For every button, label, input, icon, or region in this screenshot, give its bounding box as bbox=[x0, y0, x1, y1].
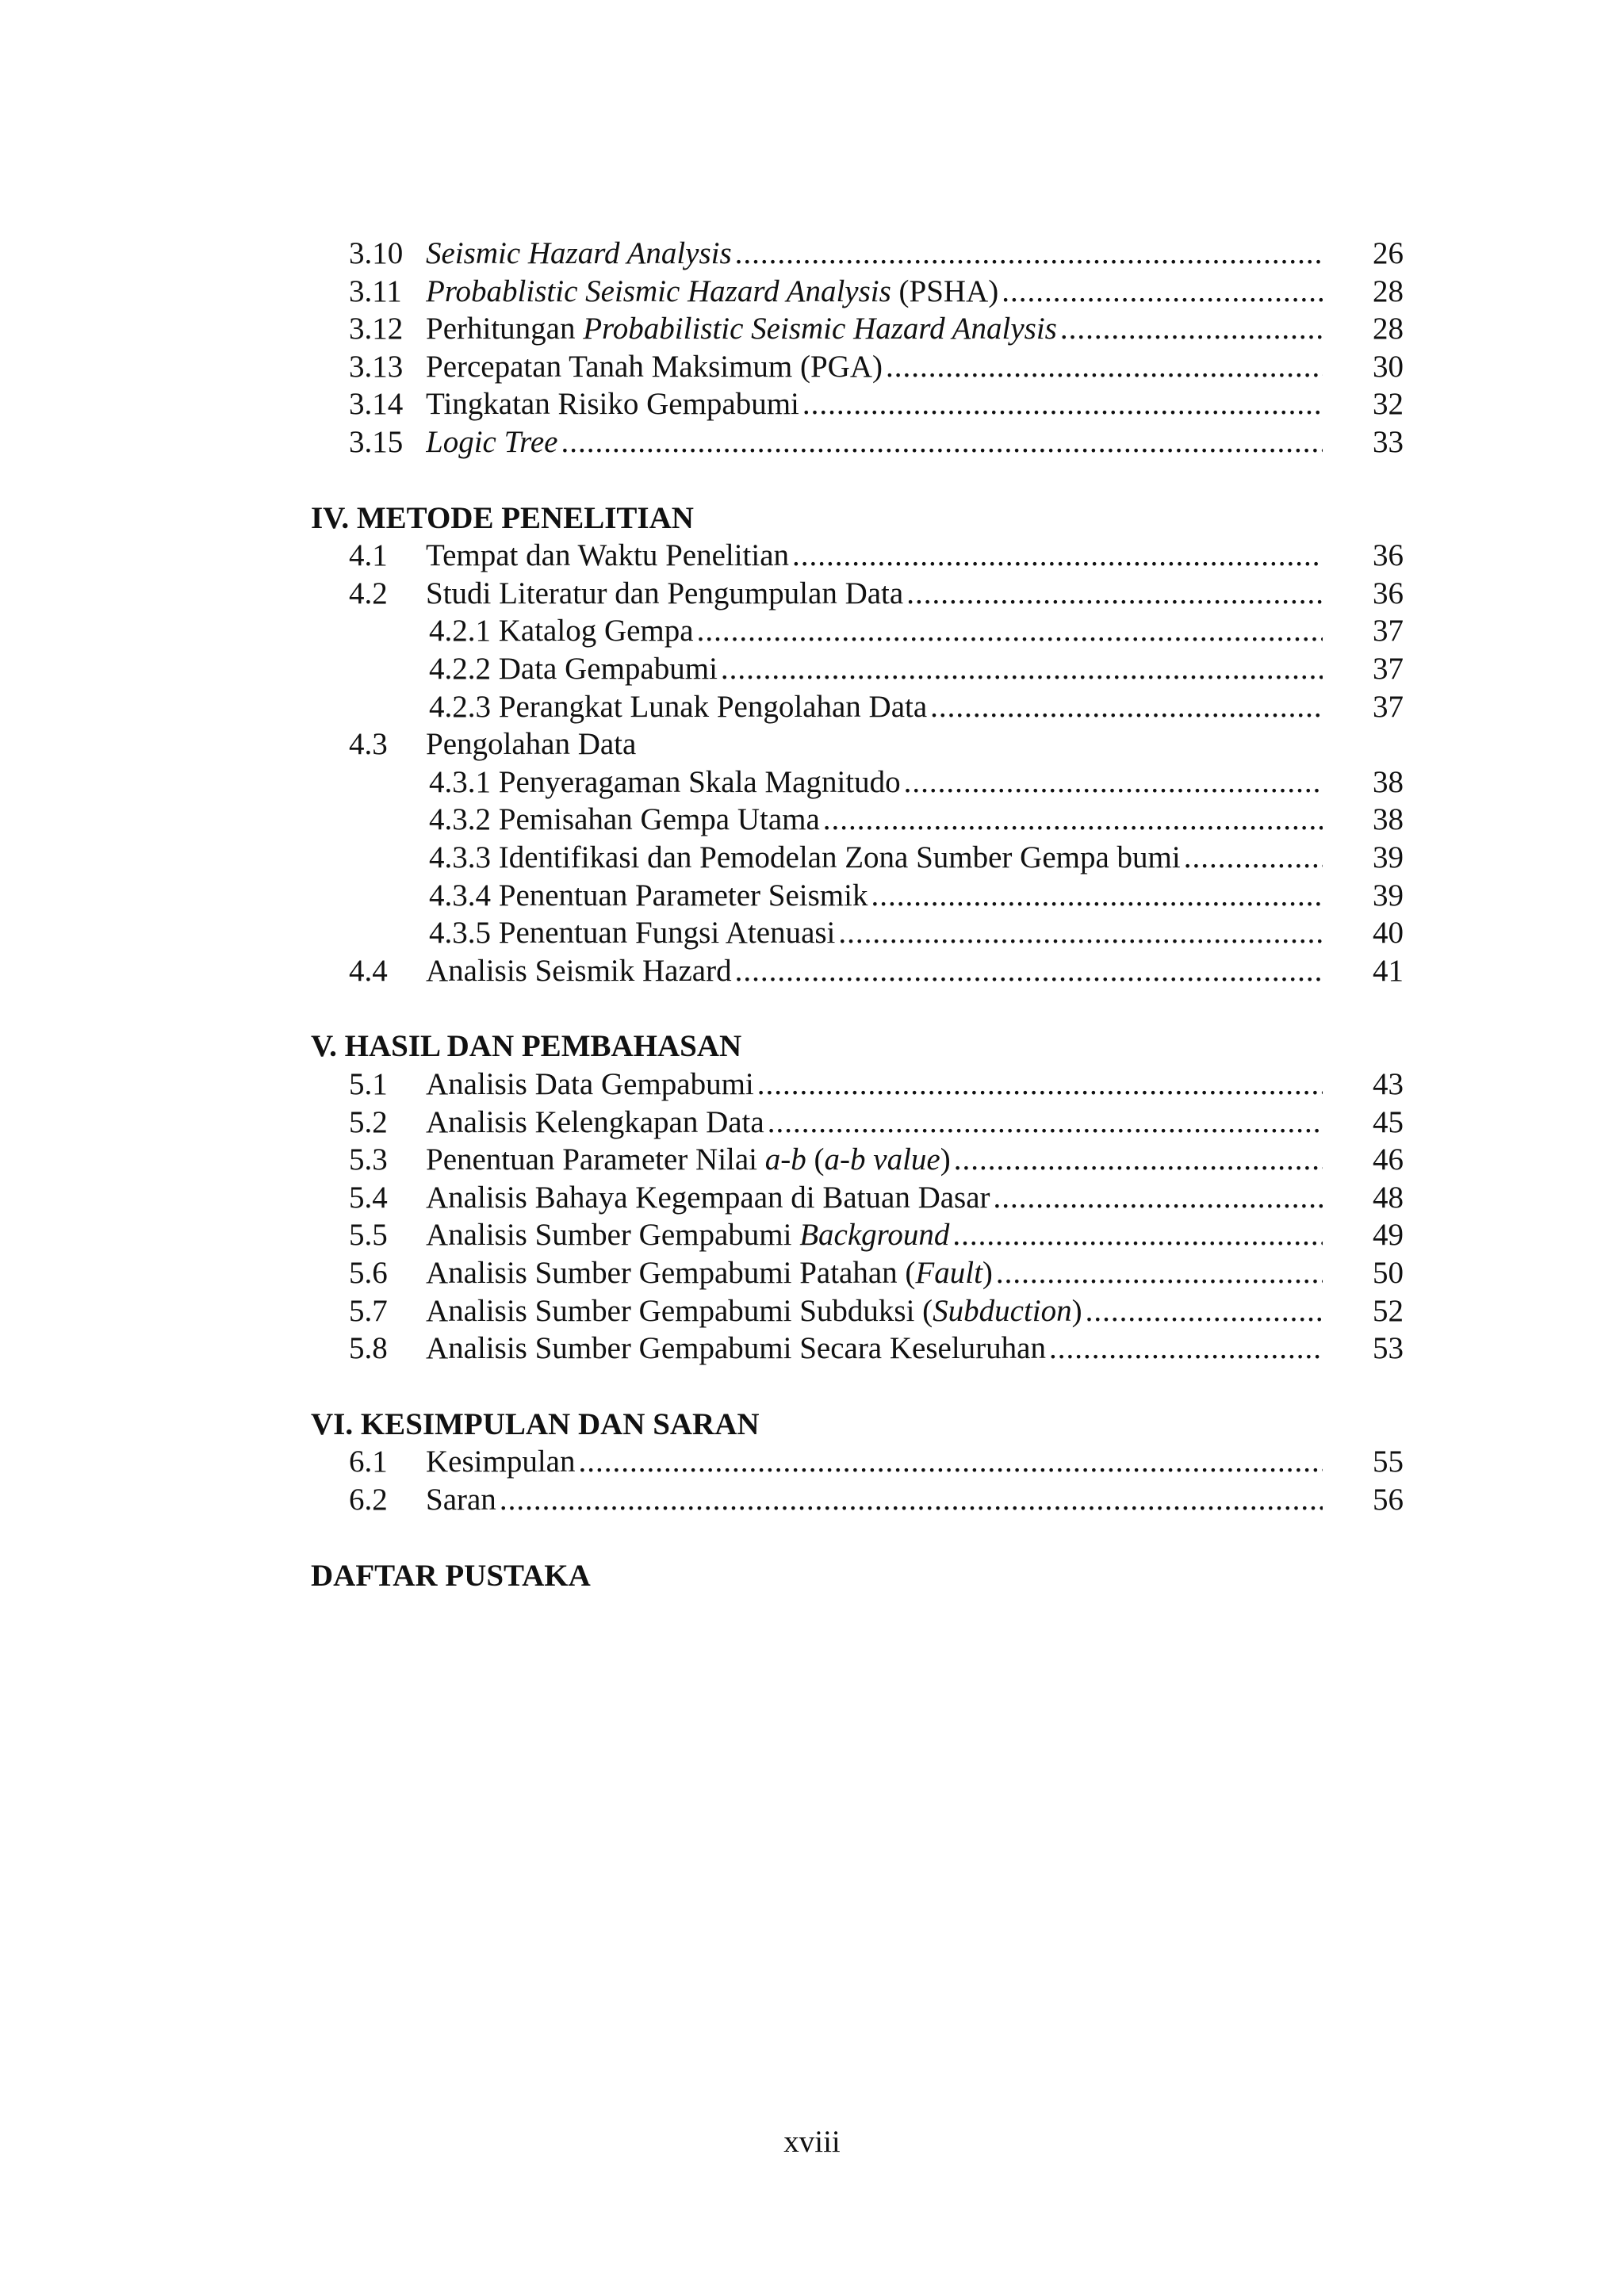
toc-entry[interactable] bbox=[0, 273, 1624, 311]
page-number-ref: 41 bbox=[1373, 953, 1404, 988]
section-title bbox=[426, 725, 639, 763]
dot-leader bbox=[823, 801, 1323, 839]
title-part: Fault bbox=[915, 1256, 982, 1290]
chapter-heading: DAFTAR PUSTAKA bbox=[311, 1558, 591, 1593]
section-number: 5.2 bbox=[349, 1104, 388, 1139]
page-number-ref: 33 bbox=[1373, 425, 1404, 459]
page-number-ref: 50 bbox=[1373, 1256, 1404, 1290]
section-number: 4.1 bbox=[349, 538, 388, 573]
title-part: ) bbox=[940, 1142, 951, 1177]
title-part: Background bbox=[799, 1218, 950, 1253]
dot-leader bbox=[871, 877, 1323, 915]
title-part: Subduction bbox=[933, 1293, 1072, 1328]
section-title bbox=[429, 650, 721, 688]
dot-leader bbox=[768, 1104, 1323, 1142]
section-title bbox=[429, 763, 904, 802]
section-number: 3.11 bbox=[349, 274, 402, 308]
section-title bbox=[426, 1254, 996, 1292]
dot-leader bbox=[735, 952, 1323, 990]
page-number-ref: 26 bbox=[1373, 236, 1404, 270]
toc-entry[interactable] bbox=[0, 1330, 1624, 1368]
section-title bbox=[426, 1104, 768, 1142]
dot-leader bbox=[930, 688, 1323, 726]
section-title bbox=[429, 688, 930, 726]
page-number-ref: 40 bbox=[1373, 916, 1404, 951]
section-number: 5.5 bbox=[349, 1218, 388, 1253]
toc-entry[interactable] bbox=[0, 1254, 1624, 1292]
page-number-ref: 30 bbox=[1373, 349, 1404, 384]
title-part: Analisis Seismik Hazard bbox=[426, 953, 732, 988]
title-part: 4.2.1 Katalog Gempa bbox=[429, 614, 694, 649]
section-title bbox=[426, 273, 1002, 311]
section-title bbox=[429, 839, 1184, 877]
title-part: Pengolahan Data bbox=[426, 727, 637, 762]
section-title bbox=[429, 914, 838, 952]
page-number-ref: 46 bbox=[1373, 1142, 1404, 1177]
toc-entry[interactable] bbox=[0, 952, 1624, 990]
section-title bbox=[426, 348, 886, 386]
section-title bbox=[426, 1443, 578, 1481]
page-number-ref: 38 bbox=[1373, 764, 1404, 799]
section-number: 5.7 bbox=[349, 1293, 388, 1328]
title-part: Analisis Sumber Gempabumi Secara Keseluruhan bbox=[426, 1331, 1046, 1366]
section-number: 5.8 bbox=[349, 1331, 388, 1366]
title-part: 4.3.4 Penentuan Parameter Seismik bbox=[429, 878, 868, 913]
title-part: 4.2.3 Perangkat Lunak Pengolahan Data bbox=[429, 689, 928, 724]
section-title bbox=[426, 1141, 954, 1179]
title-part: Probablistic Seismic Hazard Analysis bbox=[426, 274, 891, 308]
section-number: 5.6 bbox=[349, 1256, 388, 1290]
section-title bbox=[429, 612, 697, 650]
section-number: 3.15 bbox=[349, 425, 404, 459]
title-part: Analisis Sumber Gempabumi Patahan ( bbox=[426, 1256, 916, 1290]
section-number: 3.10 bbox=[349, 236, 404, 270]
page-number-ref: 52 bbox=[1373, 1293, 1404, 1328]
dot-leader bbox=[994, 1179, 1323, 1217]
dot-leader bbox=[721, 650, 1323, 688]
section-number: 5.4 bbox=[349, 1180, 388, 1215]
title-part: a-b value bbox=[824, 1142, 940, 1177]
title-part: ) bbox=[1071, 1293, 1082, 1328]
dot-leader bbox=[906, 575, 1323, 613]
section-title bbox=[426, 385, 802, 423]
toc-entry[interactable] bbox=[0, 612, 1624, 650]
toc-entry[interactable] bbox=[0, 688, 1624, 726]
title-part: ) bbox=[982, 1256, 993, 1290]
page-number-ref: 56 bbox=[1373, 1483, 1404, 1517]
title-part: Perhitungan bbox=[426, 312, 584, 346]
dot-leader bbox=[792, 537, 1323, 575]
section-title bbox=[429, 801, 823, 839]
page-number-ref: 28 bbox=[1373, 274, 1404, 308]
toc-entry[interactable] bbox=[0, 1481, 1624, 1519]
page-number-ref: 37 bbox=[1373, 614, 1404, 649]
page-number-ref: 43 bbox=[1373, 1067, 1404, 1101]
toc-entry[interactable] bbox=[0, 650, 1624, 688]
dot-leader bbox=[561, 423, 1323, 461]
toc-entry[interactable] bbox=[0, 575, 1624, 613]
toc-entry[interactable] bbox=[0, 385, 1624, 423]
dot-leader bbox=[838, 914, 1323, 952]
title-part: 4.3.3 Identifikasi dan Pemodelan Zona Sumber Gempa bumi bbox=[429, 840, 1181, 874]
toc-entry[interactable] bbox=[0, 1141, 1624, 1179]
page-number-ref: 49 bbox=[1373, 1218, 1404, 1253]
title-part: Analisis Kelengkapan Data bbox=[426, 1104, 764, 1139]
page-number-ref: 28 bbox=[1373, 312, 1404, 346]
section-number: 4.4 bbox=[349, 953, 388, 988]
dot-leader bbox=[952, 1216, 1323, 1254]
title-part: Analisis Data Gempabumi bbox=[426, 1067, 754, 1101]
toc-entry[interactable] bbox=[0, 348, 1624, 386]
section-title bbox=[426, 1066, 757, 1104]
page-number-ref: 39 bbox=[1373, 840, 1404, 874]
title-part: Analisis Sumber Gempabumi Subduksi ( bbox=[426, 1293, 933, 1328]
chapter-heading: V. HASIL DAN PEMBAHASAN bbox=[311, 1029, 742, 1064]
dot-leader bbox=[1184, 839, 1323, 877]
section-number: 3.12 bbox=[349, 312, 404, 346]
title-part: Probabilistic Seismic Hazard Analysis bbox=[583, 312, 1057, 346]
page-number-ref: 45 bbox=[1373, 1104, 1404, 1139]
title-part: 4.3.2 Pemisahan Gempa Utama bbox=[429, 802, 820, 837]
title-part: (PSHA) bbox=[891, 274, 999, 308]
section-title bbox=[426, 1216, 952, 1254]
chapter-heading: VI. KESIMPULAN DAN SARAN bbox=[311, 1406, 760, 1441]
title-part: 4.3.1 Penyeragaman Skala Magnitudo bbox=[429, 764, 901, 799]
page-number-ref: 36 bbox=[1373, 576, 1404, 610]
title-part: Kesimpulan bbox=[426, 1445, 576, 1479]
title-part: 4.3.5 Penentuan Fungsi Atenuasi bbox=[429, 916, 836, 951]
title-part: Saran bbox=[426, 1483, 496, 1517]
chapter-heading: IV. METODE PENELITIAN bbox=[311, 500, 694, 535]
page-number-ref: 39 bbox=[1373, 878, 1404, 913]
page-number-ref: 36 bbox=[1373, 538, 1404, 573]
page-number-ref: 37 bbox=[1373, 689, 1404, 724]
toc-entry[interactable] bbox=[0, 1216, 1624, 1254]
section-title bbox=[426, 310, 1060, 348]
toc-entry[interactable] bbox=[0, 877, 1624, 915]
title-part: ( bbox=[806, 1142, 825, 1177]
toc-entry[interactable] bbox=[0, 1179, 1624, 1217]
dot-leader bbox=[735, 235, 1323, 273]
toc-entry[interactable] bbox=[0, 1443, 1624, 1481]
page-number-ref: 32 bbox=[1373, 387, 1404, 422]
dot-leader bbox=[954, 1141, 1323, 1179]
title-part: Analisis Sumber Gempabumi bbox=[426, 1218, 800, 1253]
toc-entry[interactable] bbox=[0, 725, 1624, 763]
dot-leader bbox=[1002, 273, 1323, 311]
dot-leader bbox=[904, 763, 1323, 802]
toc-entry[interactable] bbox=[0, 914, 1624, 952]
section-title bbox=[426, 235, 735, 273]
dot-leader bbox=[996, 1254, 1323, 1292]
toc-entry[interactable] bbox=[0, 1292, 1624, 1330]
title-part: a-b bbox=[764, 1142, 806, 1177]
section-title bbox=[426, 1481, 500, 1519]
toc-entry[interactable] bbox=[0, 839, 1624, 877]
section-title bbox=[426, 1292, 1086, 1330]
dot-leader bbox=[1049, 1330, 1323, 1368]
dot-leader bbox=[697, 612, 1323, 650]
title-part: Penentuan Parameter Nilai bbox=[426, 1142, 765, 1177]
section-title bbox=[429, 877, 871, 915]
title-part: 4.2.2 Data Gempabumi bbox=[429, 652, 718, 686]
dot-leader bbox=[578, 1443, 1323, 1481]
toc-entry[interactable] bbox=[0, 1104, 1624, 1142]
section-title bbox=[426, 423, 561, 461]
toc-entry[interactable] bbox=[0, 1066, 1624, 1104]
dot-leader bbox=[802, 385, 1323, 423]
page-number-ref: 53 bbox=[1373, 1331, 1404, 1366]
section-title bbox=[426, 952, 735, 990]
page-number-ref: 38 bbox=[1373, 802, 1404, 837]
page-number-ref: 37 bbox=[1373, 652, 1404, 686]
section-title bbox=[426, 575, 906, 613]
section-title bbox=[426, 1330, 1049, 1368]
dot-leader bbox=[1086, 1292, 1323, 1330]
section-number: 3.13 bbox=[349, 349, 404, 384]
title-part: Seismic Hazard Analysis bbox=[426, 236, 732, 270]
toc-entry[interactable] bbox=[0, 235, 1624, 273]
section-number: 4.3 bbox=[349, 727, 388, 762]
dot-leader bbox=[500, 1481, 1323, 1519]
toc-entry[interactable] bbox=[0, 423, 1624, 461]
title-part: Tempat dan Waktu Penelitian bbox=[426, 538, 790, 573]
toc-entry[interactable] bbox=[0, 537, 1624, 575]
title-part: Logic Tree bbox=[426, 425, 558, 459]
dot-leader bbox=[1060, 310, 1323, 348]
page-number-ref: 48 bbox=[1373, 1180, 1404, 1215]
section-number: 5.3 bbox=[349, 1142, 388, 1177]
section-title bbox=[426, 1179, 994, 1217]
toc-entry[interactable] bbox=[0, 310, 1624, 348]
section-number: 6.1 bbox=[349, 1445, 388, 1479]
section-number: 5.1 bbox=[349, 1067, 388, 1101]
section-title bbox=[426, 537, 792, 575]
page-number-ref: 55 bbox=[1373, 1445, 1404, 1479]
toc-entry[interactable] bbox=[0, 801, 1624, 839]
title-part: Percepatan Tanah Maksimum (PGA) bbox=[426, 349, 883, 384]
title-part: Studi Literatur dan Pengumpulan Data bbox=[426, 576, 904, 610]
dot-leader bbox=[757, 1066, 1323, 1104]
title-part: Analisis Bahaya Kegempaan di Batuan Dasar bbox=[426, 1180, 990, 1215]
dot-leader bbox=[886, 348, 1323, 386]
toc-entry[interactable] bbox=[0, 763, 1624, 802]
title-part: Tingkatan Risiko Gempabumi bbox=[426, 387, 799, 422]
section-number: 4.2 bbox=[349, 576, 388, 610]
section-number: 3.14 bbox=[349, 387, 404, 422]
section-number: 6.2 bbox=[349, 1483, 388, 1517]
page-number: xviii bbox=[783, 2125, 841, 2159]
